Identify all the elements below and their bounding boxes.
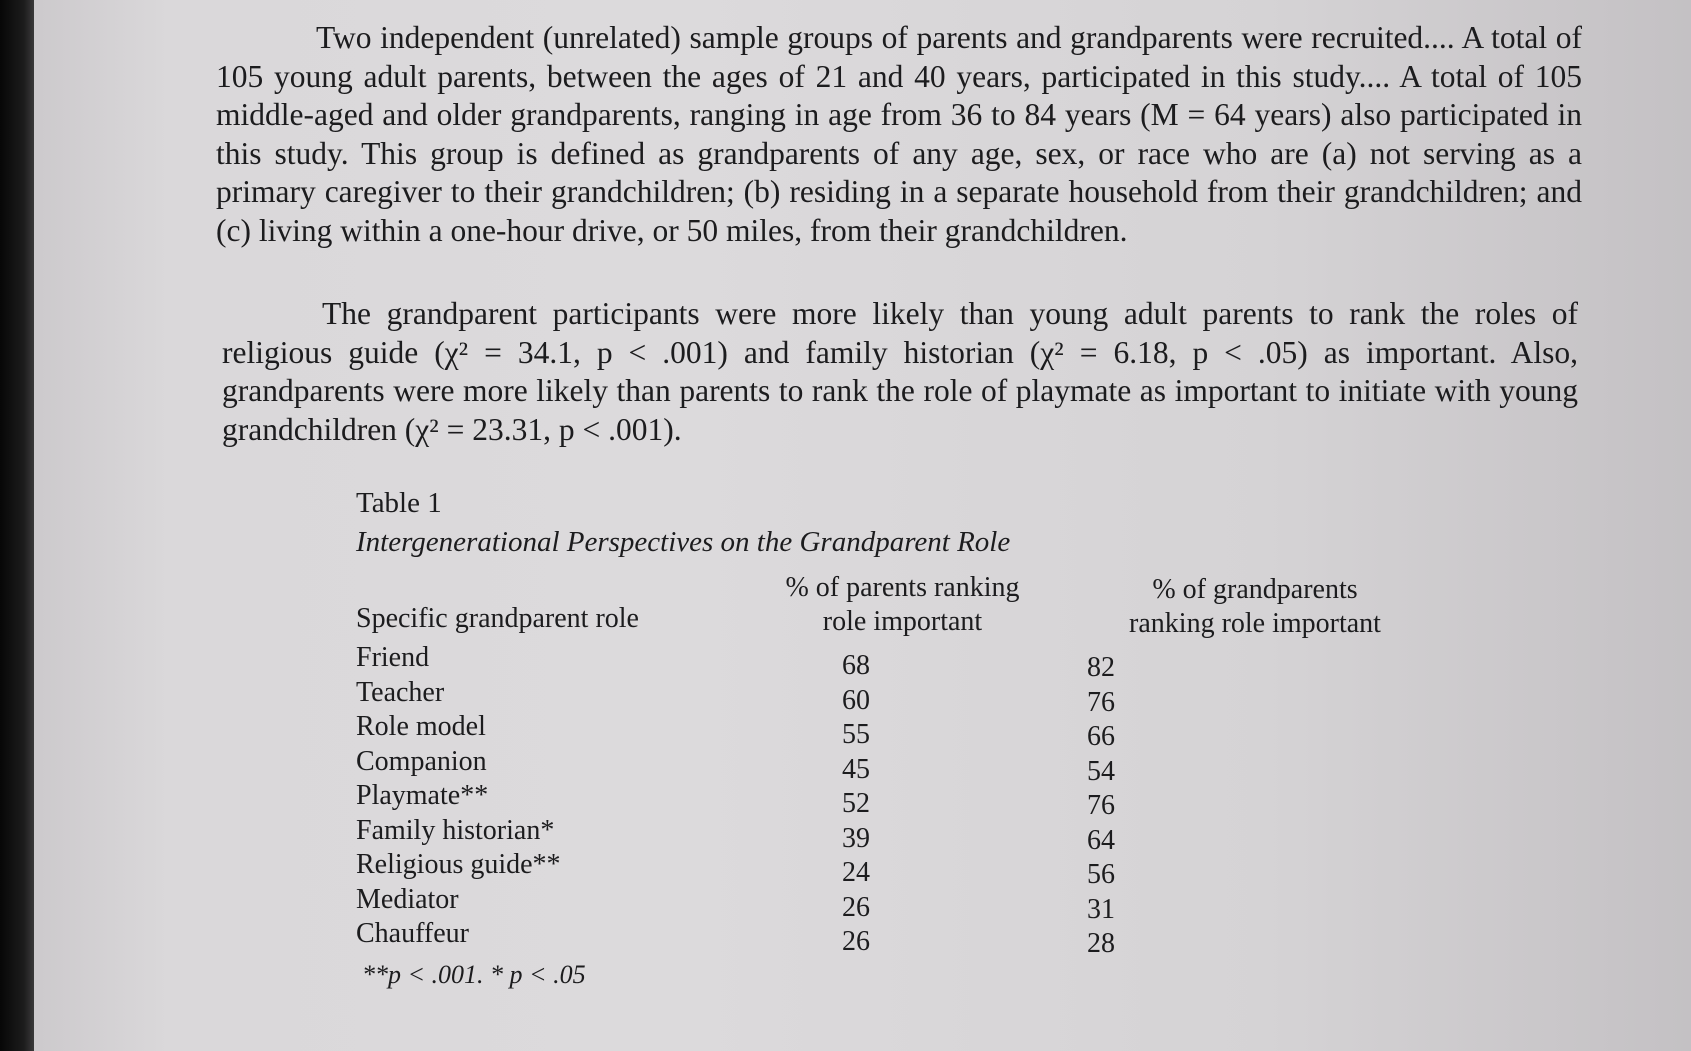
role-cell: Religious guide**	[356, 849, 561, 880]
parents-cell: 52	[842, 788, 870, 819]
grandparents-cell: 31	[1087, 893, 1115, 925]
table-footnote: **p < .001. * p < .05	[362, 960, 586, 989]
column-header-role: Specific grandparent role	[356, 603, 639, 634]
role-cell: Chauffeur	[356, 918, 469, 949]
grandparents-cell: 28	[1087, 928, 1115, 959]
table-row	[356, 744, 1456, 787]
parents-cell: 60	[842, 684, 870, 716]
table-row	[356, 778, 1456, 821]
table-row	[356, 709, 1456, 752]
table-row	[356, 813, 1456, 856]
grandparents-cell: 64	[1087, 824, 1115, 856]
page-edge-shadow	[0, 0, 34, 1051]
grandparents-cell: 76	[1087, 686, 1115, 718]
role-cell: Mediator	[356, 883, 459, 915]
table-row	[356, 847, 1456, 890]
grandparents-cell: 56	[1087, 859, 1115, 890]
table-row	[356, 916, 1456, 959]
table-number: Table 1	[356, 487, 442, 519]
parents-cell: 68	[842, 650, 870, 681]
grandparents-cell: 82	[1087, 652, 1115, 683]
role-cell: Teacher	[356, 676, 445, 708]
column-header-parents-line2: role important	[822, 606, 983, 637]
column-header-grandparents-line2: ranking role important	[1129, 608, 1381, 639]
role-cell: Role model	[356, 711, 486, 742]
parents-cell: 45	[842, 753, 870, 785]
column-header-grandparents-line1: % of grandparents	[1152, 574, 1358, 605]
role-cell: Playmate**	[356, 780, 489, 811]
table-body	[356, 640, 1456, 959]
grandparents-cell: 76	[1087, 790, 1115, 821]
table-title: Intergenerational Perspectives on the Grandparent Role	[356, 526, 1011, 558]
parents-cell: 55	[842, 719, 870, 750]
column-header-parents	[740, 571, 1065, 639]
grandparents-cell: 66	[1087, 721, 1115, 752]
role-cell: Family historian*	[356, 814, 555, 846]
role-cell: Companion	[356, 745, 487, 777]
column-header-parents-line1: % of parents ranking	[785, 572, 1020, 603]
table-row	[356, 640, 1456, 683]
paragraph-results: The grandparent participants were more likely than young adult parents to rank the roles of religious guide (χ² = 34.1, p < .001) and family historian (χ² = 6.18, p < .05) as important. Also, grandparents were more likely than parents to rank the role of playmate as important to initiate with young grandchildren (χ² = 23.31, p < .001).	[222, 296, 1578, 447]
column-header-grandparents	[1090, 573, 1420, 641]
grandparents-cell: 54	[1087, 755, 1115, 787]
table-row	[356, 675, 1456, 718]
parents-cell: 24	[842, 857, 870, 888]
paragraph-participants: Two independent (unrelated) sample groups of parents and grandparents were recruited.... A total of 105 young adult parents, between the ages of 21 and 40 years, participated in this study.... A total of 105 middle-aged and older grandparents, ranging in age from 36 to 84 years (M = 64 years) also participated in this study. This group is defined as grandparents of any age, sex, or race who are (a) not serving as a primary caregiver to their grandchildren; (b) residing in a separate household from their grandchildren; and (c) living within a one-hour drive, or 50 miles, from their grandchildren.	[216, 20, 1582, 248]
parents-cell: 26	[842, 926, 870, 957]
role-cell: Friend	[356, 642, 430, 673]
parents-cell: 39	[842, 822, 870, 854]
parents-cell: 26	[842, 891, 870, 923]
table-row	[356, 882, 1456, 925]
